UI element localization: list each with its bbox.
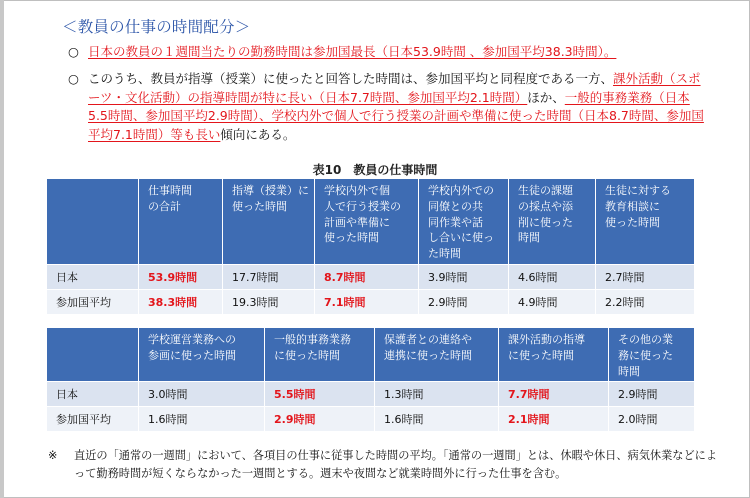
table-row <box>47 289 695 314</box>
column-header: 一般的事務業務 に使った時間 <box>265 328 375 382</box>
footnote-mark: ※ <box>48 449 58 462</box>
work-time-table-2 <box>46 327 695 432</box>
table-cell: 2.9時間 <box>419 289 509 314</box>
table-cell: 1.6時間 <box>139 407 265 432</box>
table-cell: 2.7時間 <box>596 264 695 289</box>
table-cell: 2.9時間 <box>609 382 695 407</box>
column-header: 生徒の課題 の採点や添 削に使った 時間 <box>509 179 596 265</box>
left-border <box>0 0 4 498</box>
header-corner <box>47 328 139 382</box>
bullet-mark: ○ <box>68 71 79 86</box>
table-cell: 4.9時間 <box>509 289 596 314</box>
table-cell: 3.0時間 <box>139 382 265 407</box>
paragraph-2-seg5: 傾向にある。 <box>220 126 296 142</box>
table-cell: 2.2時間 <box>596 289 695 314</box>
paragraph-2-text <box>88 70 708 144</box>
section-heading: ＜教員の仕事の時間配分＞ <box>62 18 251 36</box>
table-cell: 7.1時間 <box>315 289 419 314</box>
column-header: 課外活動の指導 に使った時間 <box>499 328 609 382</box>
table-cell: 2.9時間 <box>265 407 375 432</box>
table-cell: 8.7時間 <box>315 264 419 289</box>
column-header: 生徒に対する 教育相談に 使った時間 <box>596 179 695 265</box>
row-label: 参加国平均 <box>47 407 139 432</box>
table-cell: 38.3時間 <box>139 289 223 314</box>
table-header-row <box>47 328 695 382</box>
table-row <box>47 264 695 289</box>
table-cell: 4.6時間 <box>509 264 596 289</box>
work-time-table-1 <box>46 178 695 315</box>
table-cell: 7.7時間 <box>499 382 609 407</box>
paragraph-1 <box>68 43 708 62</box>
paragraph-2 <box>68 70 708 144</box>
paragraph-1-text: 日本の教員の１週間当たりの勤務時間は参加国最長（日本53.9時間 、参加国平均38.3時間）。 <box>88 44 617 59</box>
table-cell: 17.7時間 <box>223 264 315 289</box>
column-header: 保護者との連絡や 連携に使った時間 <box>375 328 499 382</box>
paragraph-2-emphasis-2: 一般的事務業務（日本5.5時間、参加国平均2.9時間）、学校内外で個人で行う授業の計画や準備に使った時間（日本8.7時間、参加国平均7.1時間）等も長い <box>88 89 704 142</box>
column-header: 学校運営業務への 参画に使った時間 <box>139 328 265 382</box>
table-cell: 3.9時間 <box>419 264 509 289</box>
table-cell: 53.9時間 <box>139 264 223 289</box>
table-cell: 2.1時間 <box>499 407 609 432</box>
table-header-row <box>47 179 695 265</box>
column-header: その他の業 務に使った 時間 <box>609 328 695 382</box>
paragraph-2-emphasis-1: 課外活動（スポーツ・文化活動）の指導時間が特に長い（日本7.7時間、参加国平均2.1時間） <box>88 71 701 105</box>
paragraph-2-seg1: このうち、教員が指導（授業）に使ったと回答した時間は、参加国平均と同程度である一方、 <box>88 71 614 86</box>
footnote <box>48 447 728 482</box>
table-cell: 5.5時間 <box>265 382 375 407</box>
row-label: 参加国平均 <box>47 289 139 314</box>
table-row <box>47 407 695 432</box>
column-header: 指導（授業）に 使った時間 <box>223 179 315 265</box>
table-cell: 19.3時間 <box>223 289 315 314</box>
table-caption: 表10 教員の仕事時間 <box>312 163 438 177</box>
bullet-mark: ○ <box>68 44 79 59</box>
table-cell: 1.3時間 <box>375 382 499 407</box>
column-header: 学校内外で個 人で行う授業の 計画や準備に 使った時間 <box>315 179 419 265</box>
row-label: 日本 <box>47 382 139 407</box>
paragraph-2-seg3: ほか、 <box>527 89 565 105</box>
footnote-text: 直近の「通常の一週間」において、各項目の仕事に従事した時間の平均。「通常の一週間」とは、休暇や休日、病気休業などによって勤務時間が短くならなかった一週間とする。週末や夜間など就業時間外に行った仕事を含む。 <box>74 449 718 480</box>
row-label: 日本 <box>47 264 139 289</box>
column-header: 仕事時間 の合計 <box>139 179 223 265</box>
header-corner <box>47 179 139 265</box>
table-cell: 1.6時間 <box>375 407 499 432</box>
table-row <box>47 382 695 407</box>
column-header: 学校内外での 同僚との共 同作業や話 し合いに使っ た時間 <box>419 179 509 265</box>
table-cell: 2.0時間 <box>609 407 695 432</box>
